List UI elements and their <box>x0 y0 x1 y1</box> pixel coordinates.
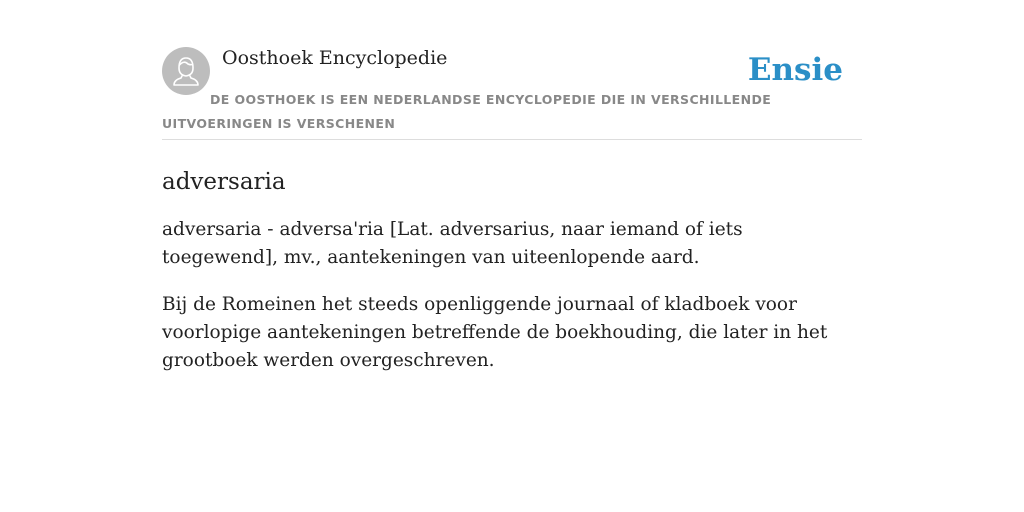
entry-body <box>162 216 862 394</box>
entry-title: adversaria <box>162 169 286 195</box>
source-description: DE OOSTHOEK IS EEN NEDERLANDSE ENCYCLOPEDIE DIE IN VERSCHILLENDE UITVOERINGEN IS VERSCHENEN <box>162 92 772 131</box>
entry-paragraph: Bij de Romeinen het steeds openliggende journaal of kladboek voor voorlopige aantekeningen betreffende de boekhouding, die later in het grootboek werden overgeschreven. <box>162 294 828 371</box>
source-header <box>162 46 862 140</box>
source-title[interactable]: Oosthoek Encyclopedie <box>222 47 448 69</box>
entry-paragraph: adversaria - adversa'ria [Lat. adversarius, naar iemand of iets toegewend], mv., aantekeningen van uiteenlopende aard. <box>162 219 743 268</box>
page-container <box>162 46 862 371</box>
ensie-logo-link[interactable]: Ensie <box>747 52 843 88</box>
